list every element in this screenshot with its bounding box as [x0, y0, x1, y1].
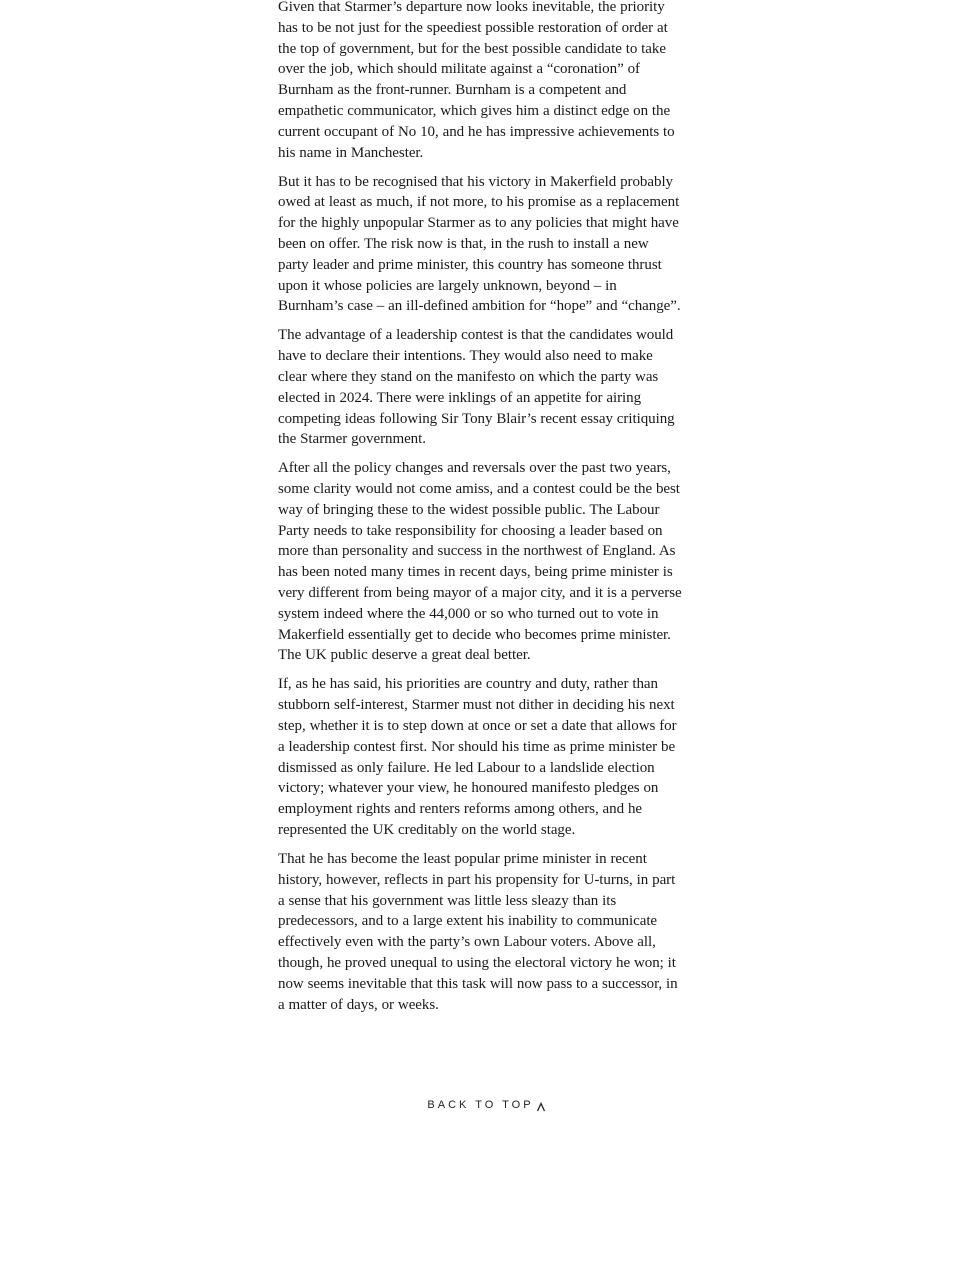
article-paragraph: The advantage of a leadership contest is that the candidates would have to declare their intentions. They would also need to make clear where they stand on the manifesto on which the party was elected in 2024. There were inklings of an appetite for airing competing ideas following Sir Tony Blair’s recent essay critiquing the Starmer government.	[278, 327, 675, 448]
article-paragraph: After all the policy changes and reversals over the past two years, some clarity would not come amiss, and a contest could be the best way of bringing these to the widest possible public. The Labour Party needs to take responsibility for choosing a leader based on more than personality and success in the northwest of England. As has been noted many times in recent days, being prime minister is very different from being mayor of a major city, and it is a perverse system indeed where the 44,000 or so who turned out to vote in Makerfield essentially get to decide who becomes prime minister. The UK public deserve a great deal better.	[278, 460, 682, 664]
back-to-top-label: BACK TO TOP	[427, 1099, 534, 1111]
article-body	[278, 0, 682, 1024]
article-paragraph: That he has become the least popular prime minister in recent history, however, reflects in part his propensity for U-turns, in part a sense that his government was little less sleazy than its predecessors, and to a large extent his inability to communicate effectively even with the party’s own Labour voters. Above all, though, he proved unequal to using the electoral victory he won; it now seems inevitable that this task will now pass to a successor, in a matter of days, or weeks.	[278, 851, 678, 1013]
article-paragraph: But it has to be recognised that his victory in Makerfield probably owed at least as much, if not more, to his promise as a replacement for the highly unpopular Starmer as to any policies that might have been on offer. The risk now is that, in the rush to install a new party leader and prime minister, this country has someone thrust upon it whose policies are largely unknown, beyond – in Burnham’s case – an ill-defined ambition for “hope” and “change”.	[278, 173, 681, 315]
article-paragraph: If, as he has said, his priorities are country and duty, rather than stubborn self-interest, Starmer must not dither in deciding his next step, whether it is to step down at once or set a date that allows for a leadership contest first. Nor should his time as prime minister be dismissed as only failure. He led Labour to a landslide election victory; whatever your view, he honoured manifesto pledges on employment rights and renters reforms among others, and he represented the UK creditably on the world stage.	[278, 676, 677, 839]
caret-up-icon	[536, 1102, 546, 1112]
back-to-top-link[interactable]	[0, 1099, 960, 1111]
article-paragraph: Given that Starmer’s departure now looks inevitable, the priority has to be not just for the speediest possible restoration of order at the top of government, but for the best possible candidate to take over the job, which should militate against a “coronation” of Burnham as the front-runner. Burnham is a competent and empathetic communicator, which gives him a distinct edge on the current occupant of No 10, and he has impressive achievements to his name in Manchester.	[278, 0, 675, 161]
